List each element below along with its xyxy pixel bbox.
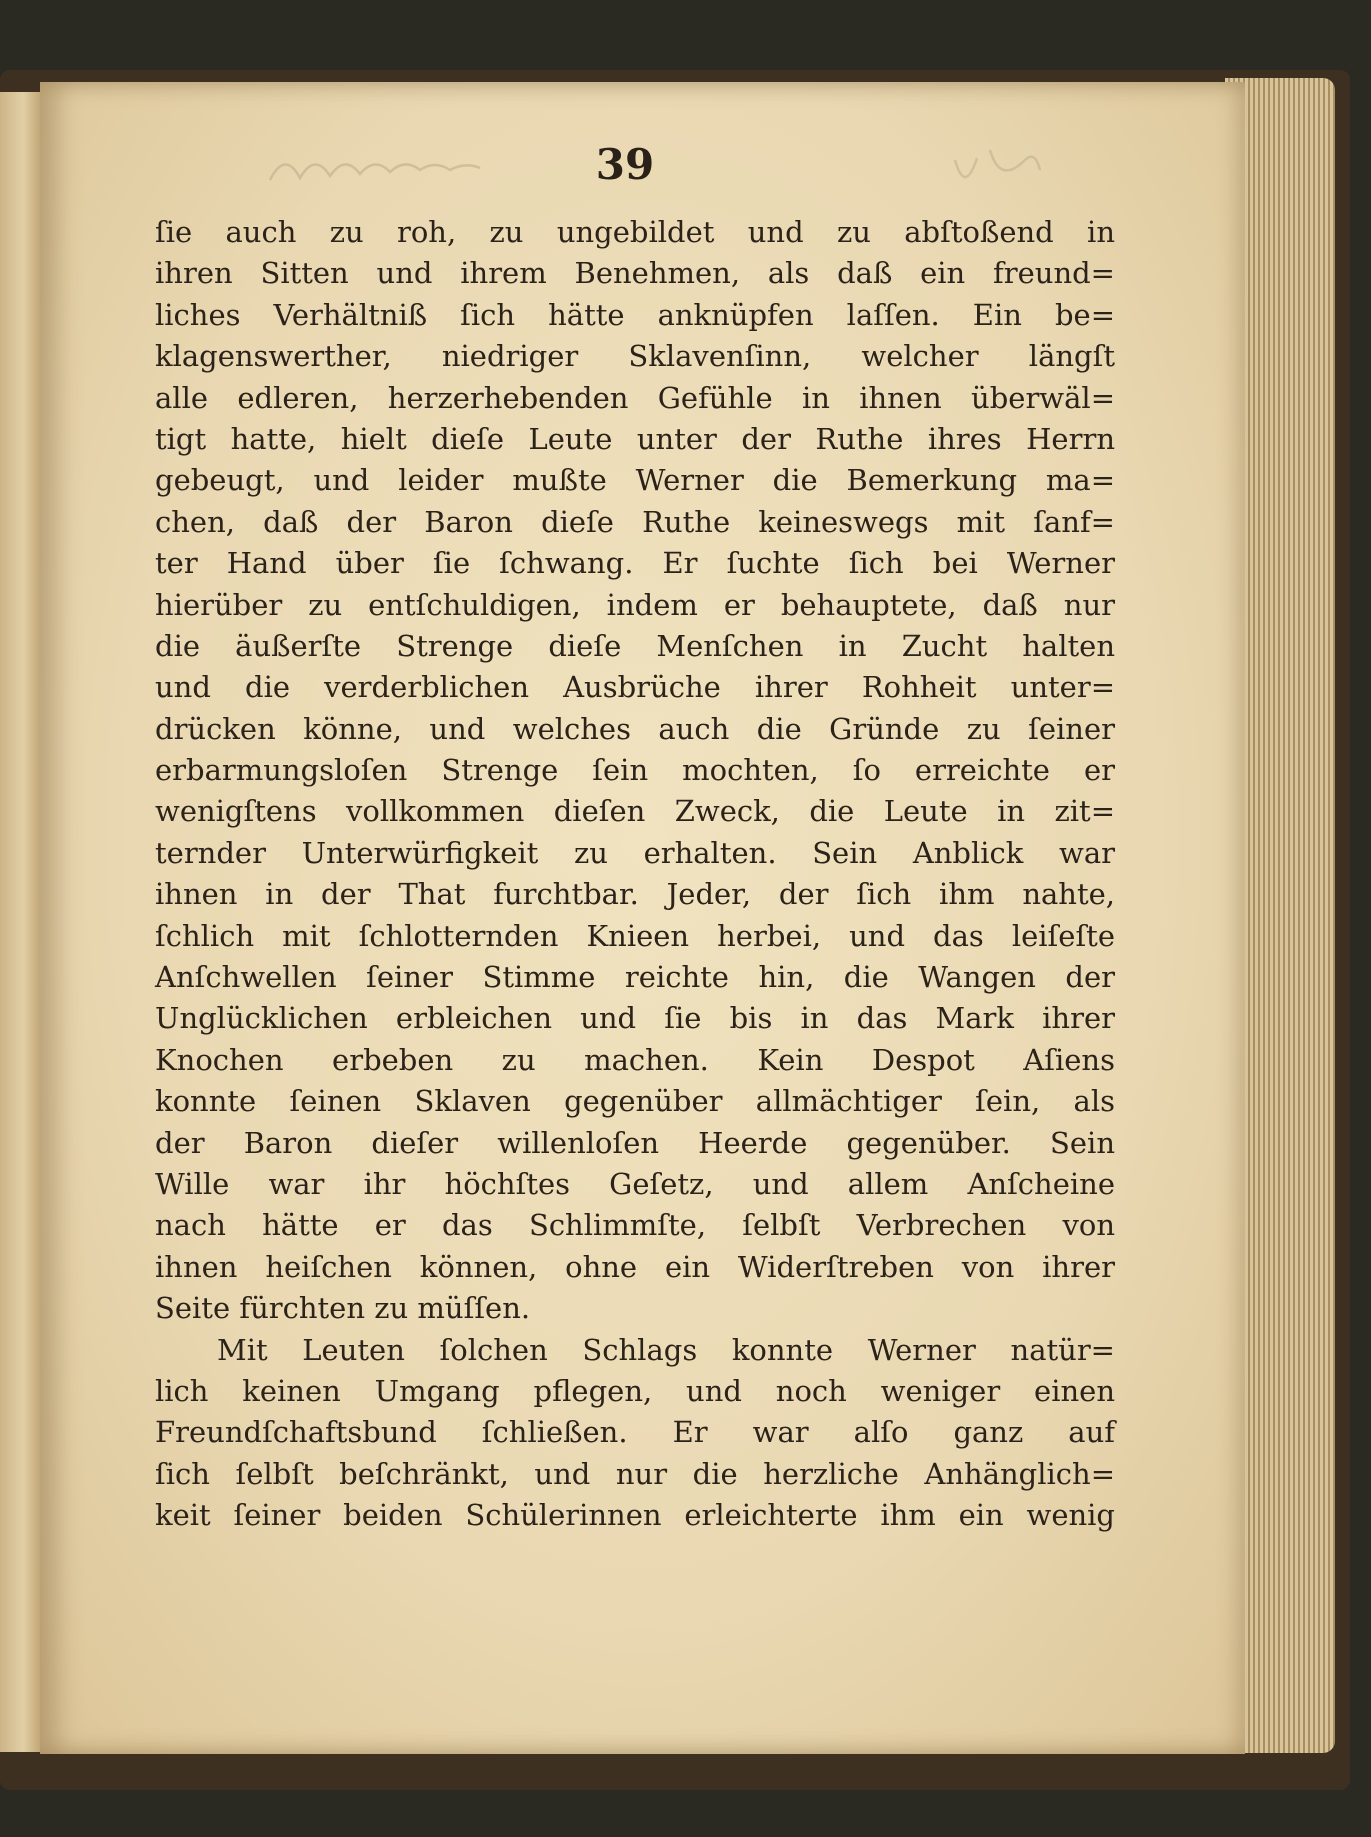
- text-line: nach hätte er das Schlimmſte, ſelbſt Verbrechen von: [155, 1208, 1115, 1243]
- text-line: tigt hatte, hielt dieſe Leute unter der Ruthe ihres Herrn: [155, 421, 1115, 456]
- text-line: ſich ſelbſt beſchränkt, und nur die herzliche Anhänglich=: [155, 1456, 1115, 1491]
- text-line: keit ſeiner beiden Schülerinnen erleichterte ihm ein wenig: [155, 1498, 1115, 1533]
- page-number: 39: [595, 140, 655, 189]
- text-line: wenigſtens vollkommen dieſen Zweck, die Leute in zit=: [155, 794, 1115, 829]
- text-line: Wille war ihr höchſtes Geſetz, und allem Anſcheine: [155, 1166, 1115, 1201]
- text-line: hierüber zu entſchuldigen, indem er behauptete, daß nur: [155, 587, 1115, 622]
- text-line: ihnen in der That furchtbar. Jeder, der ſich ihm nahte,: [155, 877, 1115, 912]
- body-text: [155, 212, 1115, 1537]
- text-line: ſie auch zu roh, zu ungebildet und zu abſtoßend in: [155, 215, 1115, 249]
- text-line: gebeugt, und leider mußte Werner die Bemerkung ma=: [155, 463, 1115, 498]
- text-line: ter Hand über ſie ſchwang. Er ſuchte ſich bei Werner: [155, 546, 1115, 581]
- text-line: Knochen erbeben zu machen. Kein Despot Aſiens: [155, 1042, 1115, 1077]
- text-line: lich keinen Umgang pflegen, und noch weniger einen: [155, 1373, 1115, 1408]
- text-line: die äußerſte Strenge dieſe Menſchen in Zucht halten: [155, 628, 1115, 663]
- text-line: chen, daß der Baron dieſe Ruthe keineswegs mit ſanf=: [155, 504, 1115, 539]
- text-line: alle edleren, herzerhebenden Gefühle in ihnen überwäl=: [155, 380, 1115, 415]
- text-line: erbarmungsloſen Strenge ſein mochten, ſo erreichte er: [155, 753, 1115, 788]
- text-line: Anſchwellen ſeiner Stimme reichte hin, die Wangen der: [155, 960, 1115, 995]
- text-line: klagenswerther, niedriger Sklavenſinn, welcher längſt: [155, 339, 1115, 374]
- text-line: Mit Leuten ſolchen Schlags konnte Werner natür=: [217, 1332, 1115, 1367]
- text-line: ſchlich mit ſchlotternden Knieen herbei, und das leiſeſte: [155, 918, 1115, 953]
- text-line: ihnen heiſchen können, ohne ein Widerſtreben von ihrer: [155, 1249, 1115, 1284]
- text-line: ternder Unterwürfigkeit zu erhalten. Sein Anblick war: [155, 835, 1115, 870]
- text-line: liches Verhältniß ſich hätte anknüpfen laſſen. Ein be=: [155, 297, 1115, 332]
- text-line: konnte ſeinen Sklaven gegenüber allmächtiger ſein, als: [155, 1084, 1115, 1119]
- text-line: drücken könne, und welches auch die Gründe zu ſeiner: [155, 711, 1115, 746]
- text-line: Seite fürchten zu müſſen.: [155, 1291, 531, 1326]
- text-line: ihren Sitten und ihrem Benehmen, als daß ein freund=: [155, 256, 1115, 291]
- text-line: Unglücklichen erbleichen und ſie bis in das Mark ihrer: [155, 1001, 1115, 1036]
- text-line: der Baron dieſer willenloſen Heerde gegenüber. Sein: [155, 1125, 1115, 1160]
- text-line: und die verderblichen Ausbrüche ihrer Rohheit unter=: [155, 670, 1115, 705]
- text-line: Freundſchaftsbund ſchließen. Er war alſo ganz auf: [155, 1415, 1115, 1450]
